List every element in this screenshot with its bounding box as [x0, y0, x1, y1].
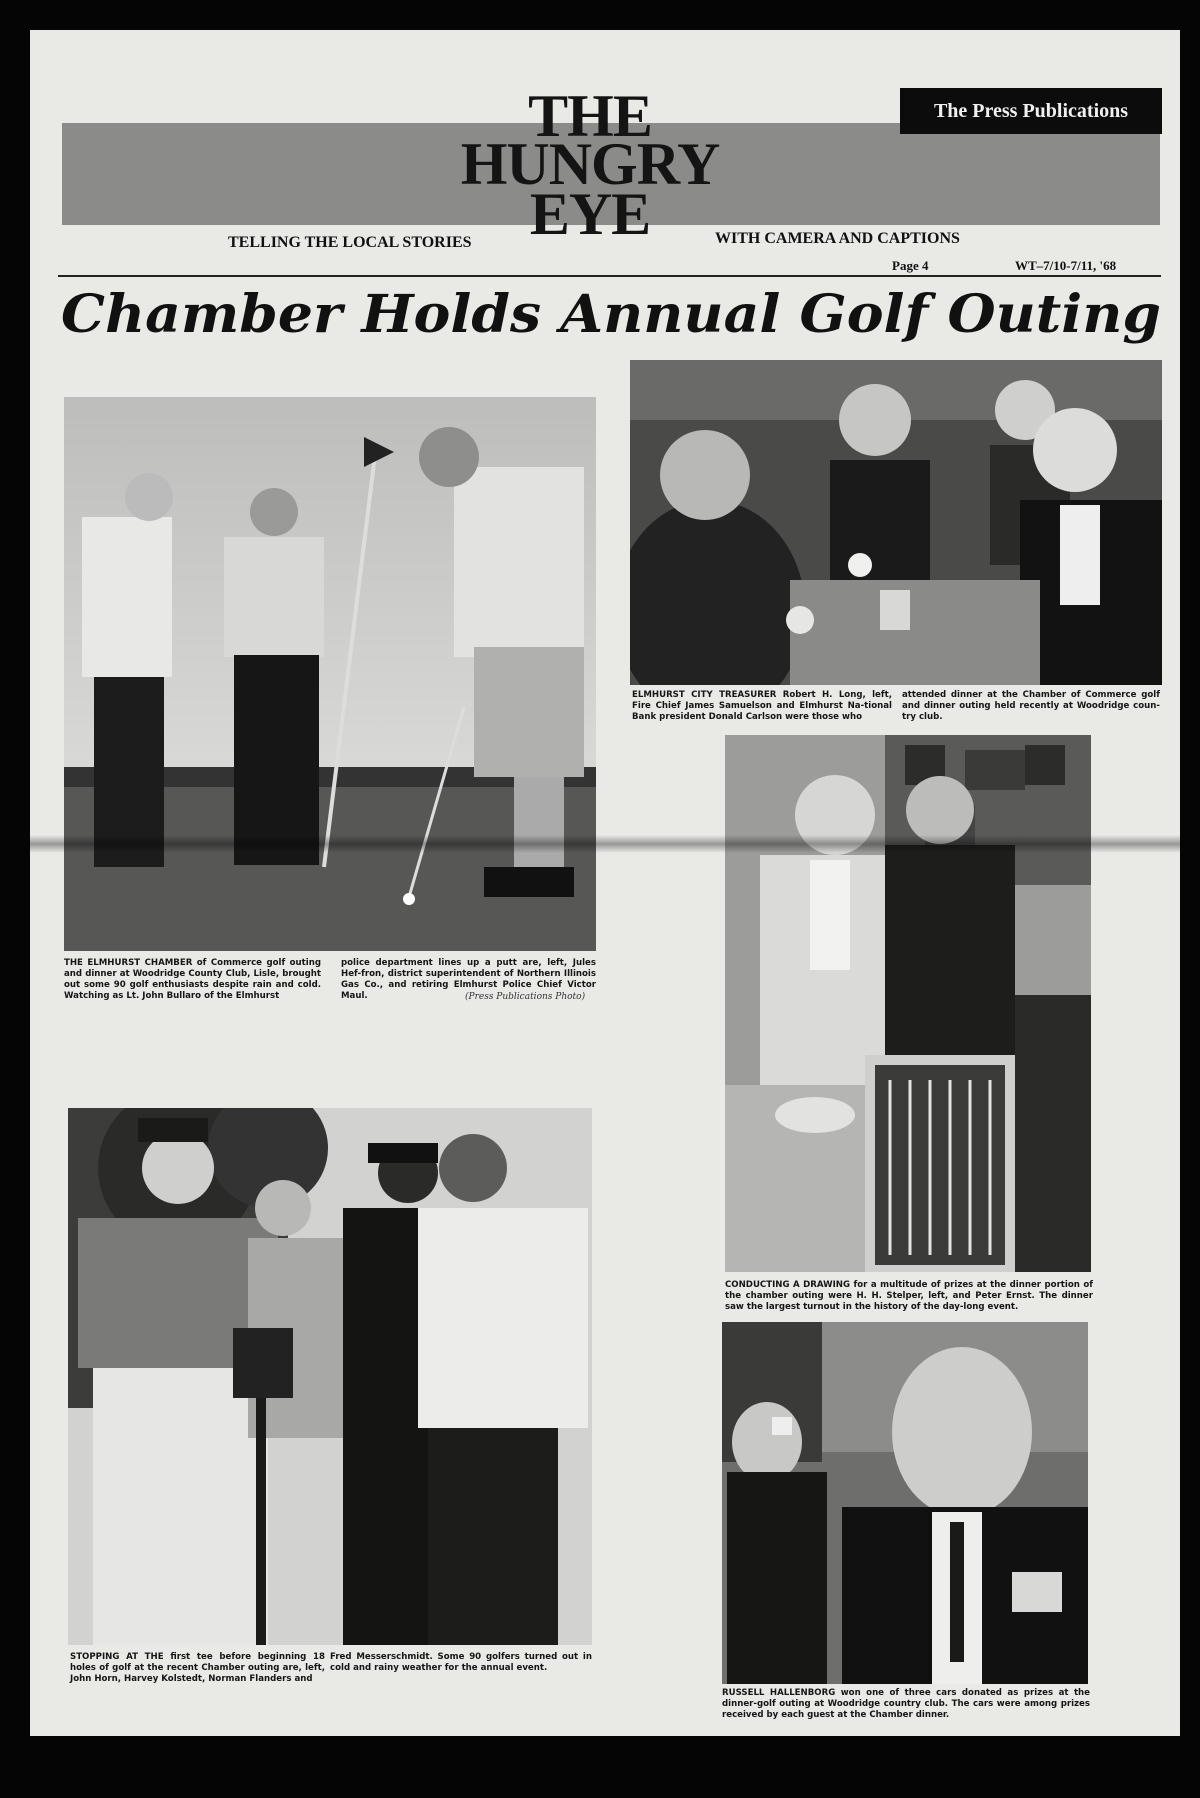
caption-tee-right: Fred Messerschmidt. Some 90 golfers turned out in cold and rainy weather for the annual event.	[330, 1652, 592, 1673]
photo-golfers-putt	[64, 397, 596, 951]
tagline-left: TELLING THE LOCAL STORIES	[228, 234, 472, 251]
masthead-rule	[58, 275, 1161, 277]
tagline-right: WITH CAMERA AND CAPTIONS	[715, 230, 960, 247]
masthead-title-line3: EYE	[529, 181, 651, 247]
photo-tee-image	[68, 1108, 592, 1645]
caption-dinner-right: attended dinner at the Chamber of Commerce golf and dinner outing held recently at Woodridge coun-try club.	[902, 690, 1160, 722]
photo-hallenborg	[722, 1322, 1088, 1684]
photo-drawing-image	[725, 735, 1091, 1272]
issue-date: WT–7/10-7/11, '68	[1015, 258, 1117, 273]
caption-hallenborg: RUSSELL HALLENBORG won one of three cars donated as prizes at the dinner-golf outing at Woodridge country club. The cars were among prizes received by each guest at the Chamber dinner.	[722, 1688, 1090, 1720]
photo-first-tee	[68, 1108, 592, 1645]
photo-drawing	[725, 735, 1091, 1272]
newspaper-page	[30, 30, 1180, 1736]
publisher-name: The Press Publications	[933, 99, 1129, 122]
headline-text: Chamber Holds Annual Golf Outing	[61, 284, 1161, 345]
photo-dinner-guests	[630, 360, 1162, 685]
photo-hallenborg-image	[722, 1322, 1088, 1684]
photo-dinner-image	[630, 360, 1162, 685]
photo-putt-image	[64, 397, 596, 951]
publisher-logo	[900, 88, 1162, 134]
caption-dinner-left: ELMHURST CITY TREASURER Robert H. Long, left, Fire Chief James Samuelson and Elmhurst Na-tional Bank president Donald Carlson were those who	[632, 690, 892, 722]
page-fold-crease	[30, 835, 1180, 853]
page-headline	[60, 280, 1162, 350]
caption-putt-left: THE ELMHURST CHAMBER of Commerce golf outing and dinner at Woodridge County Club, Lisle, brought out some 90 golf enthusiasts despite rain and cold. Watching as Lt. John Bullaro of the Elmhurst	[64, 958, 321, 1001]
caption-putt-credit: (Press Publications Photo)	[465, 992, 586, 1002]
masthead-title-line2: HUNGRY	[460, 131, 720, 197]
page-number: Page 4	[892, 258, 929, 273]
caption-tee-left: STOPPING AT THE first tee before beginning 18 holes of golf at the recent Chamber outing are, left, John Horn, Harvey Kolstedt, Norman Flanders and	[70, 1652, 325, 1684]
headline-svg	[60, 280, 1162, 350]
caption-drawing: CONDUCTING A DRAWING for a multitude of prizes at the dinner portion of the chamber outing were H. H. Stelper, left, and Peter Ernst. The dinner saw the largest turnout in the history of the day-long event.	[725, 1280, 1093, 1312]
masthead-title-line1: THE	[528, 83, 652, 149]
caption-putt-right: police department lines up a putt are, left, Jules Hef-fron, district superintendent of Northern Illinois Gas Co., and retiring Elmhurst Police Chief Victor Maul.	[341, 958, 596, 1001]
